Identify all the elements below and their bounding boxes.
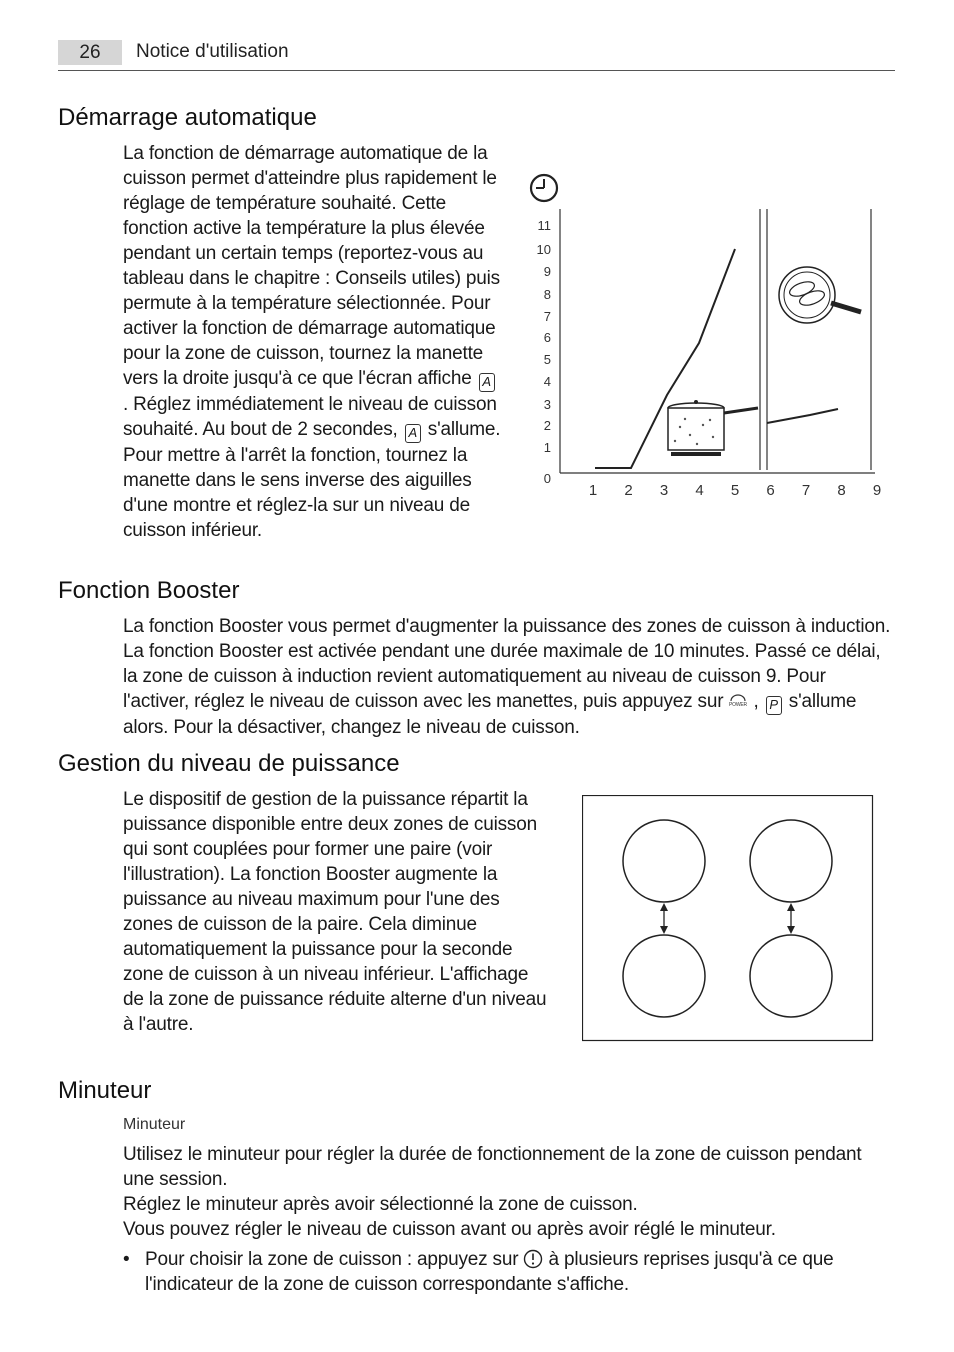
timer-para-3: Vous pouvez régler le niveau de cuisson avant ou après avoir réglé le minuteur. [123, 1219, 776, 1240]
y-tick-label: 8 [543, 287, 551, 302]
bullet-dot: • [123, 1249, 130, 1270]
header-rule [58, 70, 895, 71]
auto-start-para-2: . Réglez immédiatement le niveau de cuisson souhaité. Au bout de 2 secondes, [123, 394, 497, 440]
clock-icon [531, 175, 557, 201]
y-tick-label: 5 [543, 352, 551, 367]
y-tick-label: 0 [543, 471, 551, 486]
power-management-text [123, 787, 548, 1037]
x-tick-label: 1 [588, 482, 598, 499]
section-title-power-management: Gestion du niveau de puissance [58, 750, 400, 777]
y-tick-label: 1 [543, 440, 551, 455]
auto-start-para-3: s'allume. [422, 419, 501, 440]
frying-pan-icon [779, 267, 861, 323]
y-tick-label: 4 [543, 374, 551, 389]
timer-icon [523, 1249, 543, 1269]
x-tick-label: 7 [801, 482, 811, 499]
auto-start-text [123, 141, 501, 543]
x-tick-label: 4 [695, 482, 704, 499]
auto-start-para-1: La fonction de démarrage automatique de la cuisson permet d'atteindre plus rapidement le réglage de température souhaité. Cette fonction active la température la plus élevée pendant un certain temps (reportez-vous au tableau dans le chapitre : Conseils utiles) puis permute à la température sélectionnée. Pour activer la fonction de démarrage automatique pour la zone de cuisson, tournez la manette vers la droite jusqu'à ce que l'écran affiche [123, 143, 500, 389]
y-tick-label: 10 [536, 242, 551, 257]
power-icon-label: POWER [729, 702, 748, 708]
booster-text: La fonction Booster vous permet d'augmenter la puissance des zones de cuisson à induction. La fonction Booster est activée pendant une durée maximale de 10 minutes. Passé ce délai, la zone de cuisson à induction revient automatiquement au niveau de cuisson 9. Pour l'activer, réglez le niveau de cuisson avec les manettes, puis appuyez sur POWER , P s'allume alors. Pour la désactiver, changez le niveau de cuisson. [123, 616, 891, 738]
timer-bullet-lead: Pour choisir la zone de cuisson : [145, 1249, 412, 1270]
timer-para-2: Réglez le minuteur après avoir sélectionné la zone de cuisson. [123, 1194, 638, 1215]
symbol-a-icon: A [479, 373, 495, 392]
booster-para-2: s'allume alors. Pour la désactiver, changez le niveau de cuisson. [123, 691, 857, 738]
timer-para-1: Utilisez le minuteur pour régler la durée de fonctionnement de la zone de cuisson pendant une session. [123, 1144, 862, 1190]
section-title-timer: Minuteur [58, 1077, 152, 1104]
y-tick-label: 9 [543, 264, 551, 279]
auto-start-chart [525, 165, 895, 510]
timer-bullet-text-1: appuyez sur [411, 1249, 519, 1270]
x-tick-label: 9 [872, 482, 882, 499]
timer-subtitle: Minuteur [123, 1116, 186, 1133]
section-title-auto-start: Démarrage automatique [58, 104, 317, 131]
auto-start-para-4: Pour mettre à l'arrêt la fonction, tournez la manette dans le sens inverse des aiguilles d'une montre et réglez-la sur un niveau de cuisson inférieur. [123, 445, 472, 541]
power-icon [728, 693, 748, 709]
y-tick-label: 2 [543, 418, 551, 433]
cooktop-diagram [582, 795, 874, 1042]
timer-bullet [123, 1247, 893, 1297]
running-title: Notice d'utilisation [136, 41, 289, 62]
y-tick-label: 6 [543, 330, 551, 345]
x-tick-label: 3 [659, 482, 669, 499]
booster-para-1: La fonction Booster vous permet d'augmenter la puissance des zones de cuisson à induction. La fonction Booster est activée pendant une durée maximale de 10 minutes. Passé ce délai, la zone de cuisson à induction revient automatiquement au niveau de cuisson 9. Pour l'activer, réglez le niveau de cuisson avec les manettes, puis appuyez sur [123, 616, 891, 712]
power-management-para: Le dispositif de gestion de la puissance répartit la puissance disponible entre deux zones de cuisson qui sont couplées pour former une paire (voir l'illustration). La fonction Booster augmente la puissance au niveau maximum pour l'une des zones de cuisson de la paire. Cela diminue automatiquement la puissance pour la seconde zone de cuisson à un niveau inférieur. L'affichage de la zone de puissance réduite alterne d'un niveau à l'autre. [123, 789, 547, 1035]
x-tick-label: 5 [730, 482, 740, 499]
pot-icon [668, 400, 758, 456]
x-tick-label: 6 [766, 482, 775, 499]
page-number: 26 [58, 40, 122, 65]
symbol-a-icon: A [405, 424, 421, 443]
x-tick-label: 8 [837, 482, 846, 499]
timer-text [123, 1142, 893, 1297]
y-tick-label: 7 [543, 309, 551, 324]
cooktop-outline [583, 796, 873, 1041]
symbol-p-icon: P [766, 696, 782, 715]
y-tick-label: 11 [537, 218, 551, 233]
y-tick-label: 3 [543, 397, 551, 412]
x-tick-label: 2 [624, 482, 633, 499]
section-title-booster: Fonction Booster [58, 577, 240, 604]
temperature-curve-hold [767, 409, 838, 423]
timer-bullet-text-2: à plusieurs reprises jusqu'à ce que l'indicateur de la zone de cuisson correspondante s'affiche. [145, 1249, 834, 1295]
